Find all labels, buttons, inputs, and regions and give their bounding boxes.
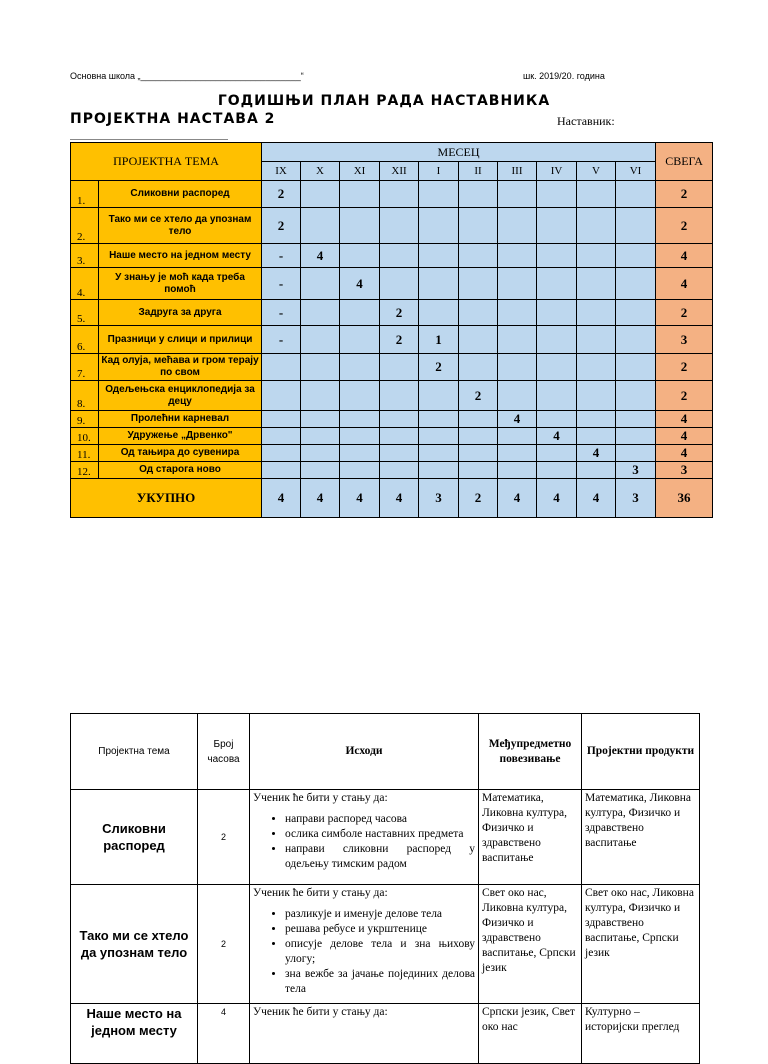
month-value <box>340 326 380 354</box>
month-total: 4 <box>498 479 537 518</box>
month-value <box>262 445 301 462</box>
outcome-item: • направи сликовни распоред у одељењу тимским радом <box>285 842 475 872</box>
header-products: Пројектни продукти <box>582 714 700 790</box>
plan-row <box>71 381 713 411</box>
month-value <box>537 381 577 411</box>
outcomes-table <box>70 713 700 1064</box>
month-value <box>498 428 537 445</box>
month-value <box>537 354 577 381</box>
month-value: - <box>262 244 301 268</box>
header-month: МЕСЕЦ <box>262 143 656 162</box>
outcome-topic: Наше место на једном месту <box>71 1004 198 1064</box>
subtitle-underline <box>70 139 228 140</box>
month-total: 3 <box>616 479 656 518</box>
topic-name: Пролећни карневал <box>99 411 262 428</box>
outcome-cell <box>250 790 479 885</box>
month-value <box>537 181 577 208</box>
plan-row <box>71 445 713 462</box>
month-value <box>340 462 380 479</box>
plan-row <box>71 300 713 326</box>
month-value <box>616 208 656 244</box>
month-value <box>577 326 616 354</box>
month-value: - <box>262 268 301 300</box>
month-value: 3 <box>616 462 656 479</box>
plan-row <box>71 462 713 479</box>
row-total: 4 <box>656 428 713 445</box>
month-value <box>498 300 537 326</box>
row-total: 2 <box>656 300 713 326</box>
topic-name: Удружење „Дрвенко" <box>99 428 262 445</box>
month-value: - <box>262 326 301 354</box>
page-title: ГОДИШЊИ ПЛАН РАДА НАСТАВНИКА <box>217 93 551 109</box>
month-value <box>301 411 340 428</box>
outcome-item: • решава ребусе и укрштенице <box>285 922 475 937</box>
total-label: УКУПНО <box>71 479 262 518</box>
month-value <box>419 244 459 268</box>
month-value <box>577 381 616 411</box>
month-XI: XI <box>340 162 380 181</box>
month-value <box>498 354 537 381</box>
month-value <box>340 428 380 445</box>
grand-total: 36 <box>656 479 713 518</box>
month-value <box>340 244 380 268</box>
month-value <box>380 428 419 445</box>
plan-row <box>71 268 713 300</box>
month-V: V <box>577 162 616 181</box>
row-total: 4 <box>656 268 713 300</box>
outcome-item: • направи распоред часова <box>285 812 475 827</box>
month-value <box>419 462 459 479</box>
month-value <box>340 381 380 411</box>
month-total: 2 <box>459 479 498 518</box>
month-value <box>459 244 498 268</box>
row-number: 6. <box>71 326 99 354</box>
month-IV: IV <box>537 162 577 181</box>
row-total: 2 <box>656 381 713 411</box>
outcome-item: • зна вежбе за јачање појединих делова тела <box>285 967 475 997</box>
outcome-item: • разликује и именује делове тела <box>285 907 475 922</box>
plan-row <box>71 208 713 244</box>
month-value <box>459 445 498 462</box>
outcome-links: Математика, Ликовна култура, Физичко и здравствено васпитање <box>479 790 582 885</box>
plan-row <box>71 411 713 428</box>
month-value <box>340 300 380 326</box>
month-value <box>577 411 616 428</box>
outcome-item: • описује делове тела и зна њихову улогу; <box>285 937 475 967</box>
row-number: 4. <box>71 268 99 300</box>
month-value <box>301 445 340 462</box>
outcome-intro: Ученик ће бити у стању да: <box>253 887 388 899</box>
month-IX: IX <box>262 162 301 181</box>
annual-plan-table <box>70 142 713 518</box>
month-VI: VI <box>616 162 656 181</box>
month-value <box>537 268 577 300</box>
month-value: 2 <box>459 381 498 411</box>
outcome-products: Математика, Ликовна култура, Физичко и здравствено васпитање <box>582 790 700 885</box>
header-total: СВЕГА <box>656 143 713 181</box>
month-value <box>340 181 380 208</box>
month-value <box>498 181 537 208</box>
month-value <box>537 244 577 268</box>
outcome-cell <box>250 885 479 1004</box>
plan-row <box>71 181 713 208</box>
month-value <box>459 326 498 354</box>
row-total: 2 <box>656 181 713 208</box>
month-value <box>419 428 459 445</box>
teacher-label: Наставник: <box>557 114 615 128</box>
month-value <box>419 300 459 326</box>
month-value <box>419 411 459 428</box>
outcome-list <box>253 812 475 872</box>
outcome-row <box>71 790 700 885</box>
row-number: 7. <box>71 354 99 381</box>
month-value <box>498 381 537 411</box>
month-value <box>577 268 616 300</box>
month-value <box>459 300 498 326</box>
month-value <box>577 181 616 208</box>
plan-row <box>71 326 713 354</box>
month-value <box>380 462 419 479</box>
month-value <box>616 300 656 326</box>
month-value <box>459 354 498 381</box>
month-value <box>498 326 537 354</box>
topic-name: Сликовни распоред <box>99 181 262 208</box>
month-value <box>577 428 616 445</box>
row-number: 10. <box>71 428 99 445</box>
row-total: 2 <box>656 208 713 244</box>
month-value <box>616 445 656 462</box>
row-total: 3 <box>656 462 713 479</box>
topic-name: Кад олуја, мећава и гром терају по свом <box>99 354 262 381</box>
month-total: 4 <box>340 479 380 518</box>
month-value <box>301 268 340 300</box>
month-value <box>419 181 459 208</box>
month-value <box>380 181 419 208</box>
month-value: 4 <box>340 268 380 300</box>
row-number: 2. <box>71 208 99 244</box>
header-topic: Пројектна тема <box>71 714 198 790</box>
month-value: 4 <box>577 445 616 462</box>
topic-name: Наше место на једном месту <box>99 244 262 268</box>
month-value <box>616 428 656 445</box>
month-total: 4 <box>301 479 340 518</box>
month-value <box>419 268 459 300</box>
topic-name: У знању је моћ када треба помоћ <box>99 268 262 300</box>
month-value <box>616 268 656 300</box>
month-value <box>419 381 459 411</box>
row-number: 11. <box>71 445 99 462</box>
outcome-list <box>253 907 475 997</box>
month-value <box>577 354 616 381</box>
row-number: 12. <box>71 462 99 479</box>
topic-name: Од старога ново <box>99 462 262 479</box>
month-XII: XII <box>380 162 419 181</box>
plan-row <box>71 244 713 268</box>
outcome-hours: 2 <box>198 885 250 1004</box>
month-value <box>577 208 616 244</box>
month-value <box>380 381 419 411</box>
month-value <box>616 244 656 268</box>
plan-total-row <box>71 479 713 518</box>
outcome-products: Свет око нас, Ликовна култура, Физичко и здравствено васпитање, Српски језик <box>582 885 700 1004</box>
row-total: 4 <box>656 411 713 428</box>
header-outcomes: Исходи <box>250 714 479 790</box>
month-value <box>537 300 577 326</box>
month-value <box>301 326 340 354</box>
month-value <box>459 411 498 428</box>
topic-name: Празници у слици и прилици <box>99 326 262 354</box>
month-total: 4 <box>577 479 616 518</box>
month-value: 2 <box>380 300 419 326</box>
month-total: 3 <box>419 479 459 518</box>
page-subtitle: ПРОЈЕКТНА НАСТАВА 2 <box>70 111 276 127</box>
row-number: 3. <box>71 244 99 268</box>
month-value <box>616 411 656 428</box>
month-value <box>459 428 498 445</box>
month-value <box>498 462 537 479</box>
month-value: 4 <box>537 428 577 445</box>
header-links: Међупредметно повезивање <box>479 714 582 790</box>
month-total: 4 <box>262 479 301 518</box>
school-year: шк. 2019/20. година <box>523 71 605 81</box>
row-total: 3 <box>656 326 713 354</box>
month-value <box>301 462 340 479</box>
outcome-links: Српски језик, Свет око нас <box>479 1004 582 1064</box>
month-value <box>459 208 498 244</box>
month-value <box>537 411 577 428</box>
month-value <box>340 445 380 462</box>
month-value <box>419 445 459 462</box>
outcome-row <box>71 885 700 1004</box>
month-III: III <box>498 162 537 181</box>
month-value: 4 <box>301 244 340 268</box>
month-value <box>459 181 498 208</box>
month-value <box>616 326 656 354</box>
month-value: - <box>262 300 301 326</box>
month-value <box>301 208 340 244</box>
month-value <box>537 326 577 354</box>
month-I: I <box>419 162 459 181</box>
month-value <box>301 381 340 411</box>
month-value <box>380 268 419 300</box>
month-value <box>616 381 656 411</box>
outcome-hours: 2 <box>198 790 250 885</box>
outcome-hours: 4 <box>198 1004 250 1064</box>
month-value <box>340 354 380 381</box>
month-value: 4 <box>498 411 537 428</box>
month-value <box>537 445 577 462</box>
row-number: 8. <box>71 381 99 411</box>
month-value <box>577 462 616 479</box>
month-value <box>380 208 419 244</box>
header-topic: ПРОЈЕКТНА ТЕМА <box>71 143 262 181</box>
outcome-item: • ослика симболе наставних предмета <box>285 827 475 842</box>
month-value: 2 <box>262 208 301 244</box>
month-value <box>498 445 537 462</box>
month-value <box>537 462 577 479</box>
month-value <box>459 462 498 479</box>
month-total: 4 <box>537 479 577 518</box>
month-value <box>262 381 301 411</box>
month-total: 4 <box>380 479 419 518</box>
outcome-topic: Тако ми се хтело да упознам тело <box>71 885 198 1004</box>
month-value <box>380 354 419 381</box>
row-total: 4 <box>656 244 713 268</box>
month-value: 2 <box>419 354 459 381</box>
month-value <box>380 244 419 268</box>
month-value <box>616 181 656 208</box>
month-value <box>340 208 380 244</box>
month-value: 1 <box>419 326 459 354</box>
month-value <box>577 300 616 326</box>
outcome-intro: Ученик ће бити у стању да: <box>253 792 388 804</box>
month-value <box>301 300 340 326</box>
topic-name: Одељењска енциклопедија за децу <box>99 381 262 411</box>
month-value <box>498 268 537 300</box>
outcome-intro: Ученик ће бити у стању да: <box>253 1006 388 1018</box>
month-value <box>380 445 419 462</box>
month-value <box>419 208 459 244</box>
row-total: 2 <box>656 354 713 381</box>
plan-header-row <box>71 143 713 162</box>
month-value <box>301 181 340 208</box>
month-value <box>459 268 498 300</box>
month-X: X <box>301 162 340 181</box>
topic-name: Од тањира до сувенира <box>99 445 262 462</box>
month-value <box>616 354 656 381</box>
month-value <box>301 354 340 381</box>
month-value <box>537 208 577 244</box>
month-value <box>380 411 419 428</box>
topic-name: Тако ми се хтело да упознам тело <box>99 208 262 244</box>
row-number: 1. <box>71 181 99 208</box>
month-value <box>577 244 616 268</box>
outcome-cell <box>250 1004 479 1064</box>
outcome-topic: Сликовни распоред <box>71 790 198 885</box>
month-value: 2 <box>262 181 301 208</box>
month-value <box>262 354 301 381</box>
month-value <box>301 428 340 445</box>
outcome-products: Културно – историјски преглед <box>582 1004 700 1064</box>
row-number: 9. <box>71 411 99 428</box>
month-II: II <box>459 162 498 181</box>
topic-name: Задруга за друга <box>99 300 262 326</box>
month-value <box>340 411 380 428</box>
plan-row <box>71 428 713 445</box>
row-total: 4 <box>656 445 713 462</box>
month-value <box>262 411 301 428</box>
outcomes-header-row <box>71 714 700 790</box>
month-value <box>498 208 537 244</box>
row-number: 5. <box>71 300 99 326</box>
outcome-links: Свет око нас, Ликовна култура, Физичко и здравствено васпитање, Српски језик <box>479 885 582 1004</box>
header-hours: Број часова <box>198 714 250 790</box>
school-name: Основна школа „________________________________“ <box>70 71 304 81</box>
month-value: 2 <box>380 326 419 354</box>
month-value <box>262 462 301 479</box>
outcome-row <box>71 1004 700 1064</box>
month-value <box>498 244 537 268</box>
plan-row <box>71 354 713 381</box>
month-value <box>262 428 301 445</box>
